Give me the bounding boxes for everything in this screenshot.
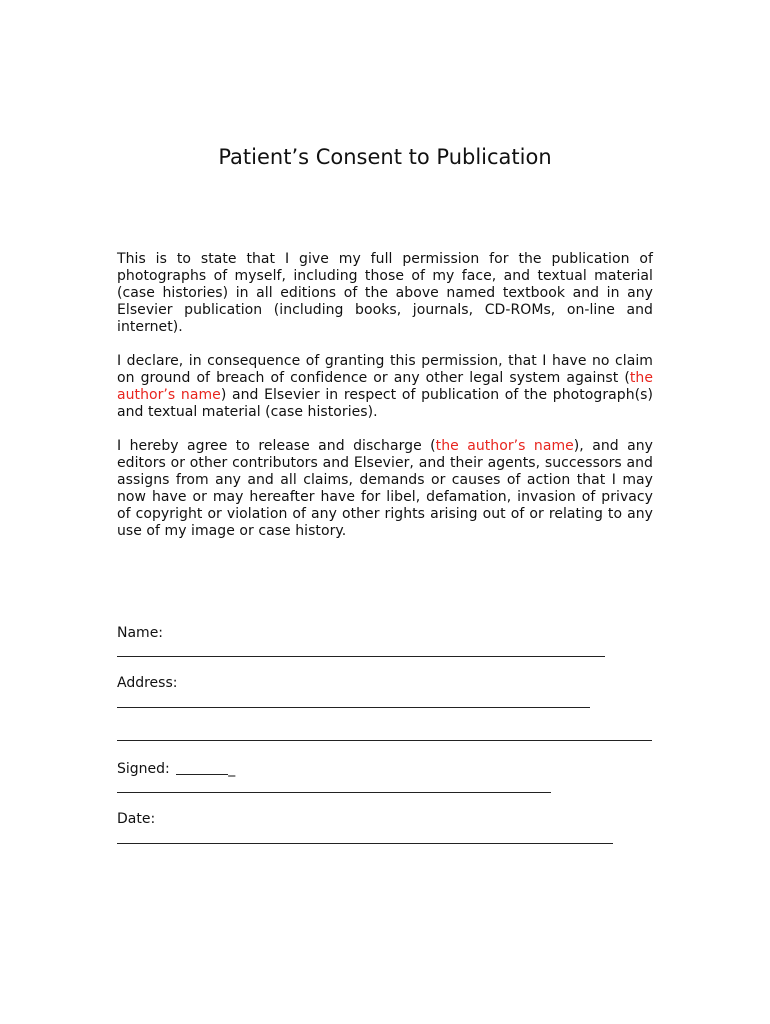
declaration-paragraph — [117, 353, 653, 421]
release-text-after: ), and any editors or other contributors and Elsevier, and their agents, successors and assigns from any and all claims, demands or causes of action that I may now have or may hereafter have for libel, defamation, invasion of privacy of copyright or violation of any other rights arising out of or relating to any use of my image or case history. — [117, 438, 653, 539]
release-paragraph — [117, 438, 653, 540]
permission-paragraph: This is to state that I give my full permission for the publication of photographs of myself, including those of my face, and textual material (case histories) in all editions of the above named textbook and in any Elsevier publication (including books, journals, CD-ROMs, on-line and internet). — [117, 251, 653, 335]
address-label: Address: — [117, 675, 178, 691]
address-line-2[interactable] — [117, 740, 652, 741]
signed-label-row — [117, 761, 235, 778]
author-name-placeholder-2: the author’s name — [435, 438, 574, 454]
signature-short-line[interactable] — [176, 774, 228, 775]
date-line[interactable] — [117, 843, 613, 844]
name-label: Name: — [117, 625, 164, 641]
name-line[interactable] — [117, 656, 605, 657]
signature-line[interactable] — [117, 792, 551, 793]
address-line-1[interactable] — [117, 707, 590, 708]
signed-suffix: _ — [228, 761, 236, 777]
date-label: Date: — [117, 811, 156, 827]
declaration-text-before: I declare, in consequence of granting this permission, that I have no claim on ground of breach of confidence or any other legal system against ( — [117, 353, 653, 386]
page-title: Patient’s Consent to Publication — [218, 145, 552, 169]
declaration-text-after: ) and Elsevier in respect of publication of the photograph(s) and textual material (case histories). — [117, 387, 653, 420]
signed-label: Signed: — [117, 761, 170, 777]
author-name-placeholder: the author’s name — [117, 370, 653, 403]
release-text-before: I hereby agree to release and discharge ( — [117, 438, 436, 454]
